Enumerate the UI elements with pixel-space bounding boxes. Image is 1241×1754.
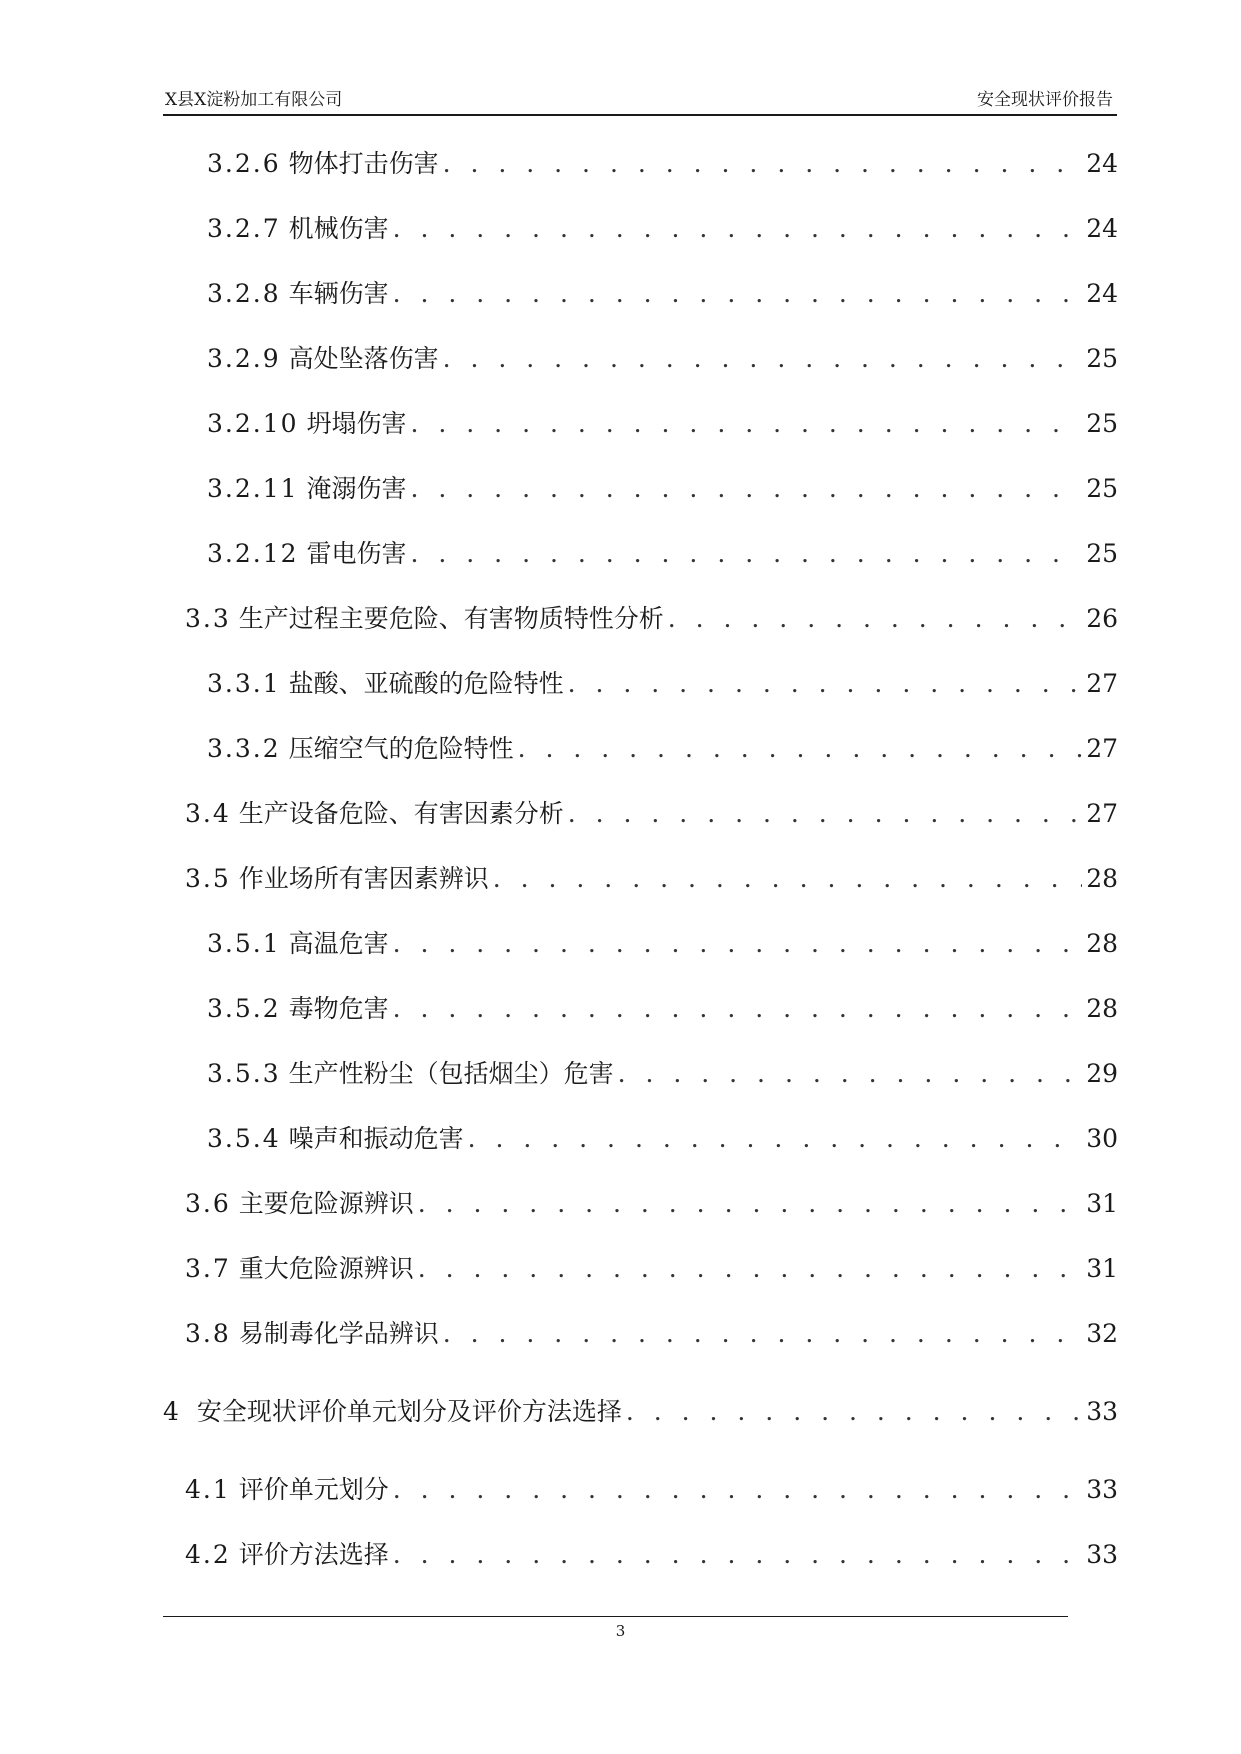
toc-leader-dots (443, 146, 1083, 182)
toc-entry-title: 坍塌伤害 (306, 409, 407, 438)
toc-entry-number: 3.8 (185, 1319, 231, 1348)
toc-entry[interactable] (185, 1186, 1118, 1222)
toc-entry-number: 3.2.8 (207, 279, 281, 308)
toc-entry-title: 评价方法选择 (238, 1540, 389, 1569)
toc-entry-number: 3.5 (185, 864, 231, 893)
toc-entry-title: 物体打击伤害 (288, 149, 439, 178)
toc-entry[interactable] (185, 601, 1118, 637)
toc-entry-title: 高处坠落伤害 (288, 344, 439, 373)
header-report-title: 安全现状评价报告 (977, 90, 1113, 110)
toc-entry-number: 3.2.12 (207, 539, 299, 568)
toc-entry[interactable] (185, 1472, 1118, 1508)
toc-entry-number: 3.2.9 (207, 344, 281, 373)
toc-entry-page: 24 (1086, 214, 1118, 243)
toc-entry[interactable] (207, 1121, 1118, 1157)
toc-leader-dots (443, 341, 1083, 377)
toc-entry-page: 27 (1086, 669, 1118, 698)
toc-entry-number: 3.2.6 (207, 149, 281, 178)
toc-entry-page: 32 (1086, 1319, 1118, 1348)
toc-entry-page: 25 (1086, 344, 1118, 373)
toc-entry-page: 31 (1086, 1189, 1118, 1218)
toc-entry-number: 4 (163, 1397, 181, 1426)
toc-leader-dots (411, 471, 1083, 507)
toc-entry-title: 生产性粉尘（包括烟尘）危害 (288, 1059, 614, 1088)
toc-entry-number: 3.3.1 (207, 669, 281, 698)
toc-entry-number: 3.3 (185, 604, 231, 633)
toc-entry[interactable] (207, 666, 1118, 702)
toc-entry-page: 25 (1086, 474, 1118, 503)
toc-entry[interactable] (207, 991, 1118, 1027)
toc-leader-dots (393, 1472, 1082, 1508)
toc-entry-number: 3.7 (185, 1254, 231, 1283)
toc-entry[interactable] (207, 926, 1118, 962)
toc-entry-title: 毒物危害 (288, 994, 389, 1023)
toc-entry-title: 高温危害 (288, 929, 389, 958)
toc-entry[interactable] (207, 731, 1118, 767)
toc-entry-number: 3.2.7 (207, 214, 281, 243)
toc-leader-dots (411, 406, 1083, 442)
toc-leader-dots (468, 1121, 1083, 1157)
toc-entry[interactable] (185, 796, 1118, 832)
toc-entry-page: 26 (1086, 604, 1118, 633)
footer-divider (163, 1616, 1068, 1617)
toc-entry-title: 机械伤害 (288, 214, 389, 243)
toc-entry-page: 28 (1086, 929, 1118, 958)
toc-entry-title: 噪声和振动危害 (288, 1124, 464, 1153)
toc-entry[interactable] (207, 341, 1118, 377)
toc-entry-page: 25 (1086, 539, 1118, 568)
toc-entry-page: 27 (1086, 734, 1118, 763)
toc-leader-dots (668, 601, 1082, 637)
toc-entry[interactable] (207, 406, 1118, 442)
toc-entry-page: 25 (1086, 409, 1118, 438)
toc-entry[interactable] (185, 1251, 1118, 1287)
toc-entry-title: 车辆伤害 (288, 279, 389, 308)
toc-entry[interactable] (207, 536, 1118, 572)
toc-entry[interactable] (185, 861, 1118, 897)
toc-leader-dots (393, 991, 1083, 1027)
toc-entry-number: 3.5.4 (207, 1124, 281, 1153)
toc-entry-page: 28 (1086, 994, 1118, 1023)
toc-leader-dots (493, 861, 1082, 897)
toc-entry-number: 3.6 (185, 1189, 231, 1218)
toc-entry-title: 主要危险源辨识 (238, 1189, 414, 1218)
toc-entry-number: 3.5.2 (207, 994, 281, 1023)
toc-entry-title: 雷电伤害 (306, 539, 407, 568)
toc-entry-page: 33 (1086, 1540, 1118, 1569)
toc-leader-dots (626, 1394, 1082, 1430)
toc-entry-title: 作业场所有害因素辨识 (238, 864, 489, 893)
toc-entry-page: 24 (1086, 149, 1118, 178)
toc-leader-dots (418, 1251, 1082, 1287)
toc-entry-number: 3.3.2 (207, 734, 281, 763)
toc-entry-number: 4.1 (185, 1475, 231, 1504)
toc-leader-dots (568, 796, 1082, 832)
toc-leader-dots (518, 731, 1083, 767)
toc-entry-title: 生产过程主要危险、有害物质特性分析 (238, 604, 664, 633)
toc-entry[interactable] (207, 211, 1118, 247)
toc-entry[interactable] (185, 1537, 1118, 1573)
toc-entry-page: 28 (1086, 864, 1118, 893)
toc-entry-page: 33 (1086, 1475, 1118, 1504)
toc-entry-title: 生产设备危险、有害因素分析 (238, 799, 564, 828)
toc-entry-page: 31 (1086, 1254, 1118, 1283)
toc-leader-dots (393, 276, 1083, 312)
toc-entry-title: 重大危险源辨识 (238, 1254, 414, 1283)
toc-leader-dots (393, 211, 1083, 247)
toc-leader-dots (393, 926, 1083, 962)
toc-entry-number: 3.4 (185, 799, 231, 828)
toc-leader-dots (568, 666, 1083, 702)
toc-leader-dots (618, 1056, 1083, 1092)
toc-entry-number: 3.5.3 (207, 1059, 281, 1088)
toc-entry[interactable] (185, 1316, 1118, 1352)
toc-entry[interactable] (163, 1394, 1118, 1430)
toc-entry-title: 易制毒化学品辨识 (238, 1319, 439, 1348)
toc-entry-title: 盐酸、亚硫酸的危险特性 (288, 669, 564, 698)
toc-entry-page: 29 (1086, 1059, 1118, 1088)
toc-entry-page: 33 (1086, 1397, 1118, 1426)
toc-entry-page: 30 (1086, 1124, 1118, 1153)
toc-entry[interactable] (207, 1056, 1118, 1092)
toc-entry-number: 4.2 (185, 1540, 231, 1569)
toc-leader-dots (411, 536, 1083, 572)
toc-entry[interactable] (207, 471, 1118, 507)
toc-entry-title: 评价单元划分 (238, 1475, 389, 1504)
page-number: 3 (615, 1622, 626, 1640)
toc-entry-number: 3.5.1 (207, 929, 281, 958)
toc-entry-number: 3.2.10 (207, 409, 299, 438)
toc-leader-dots (393, 1537, 1082, 1573)
toc-entry-title: 压缩空气的危险特性 (288, 734, 514, 763)
toc-entry[interactable] (207, 146, 1118, 182)
toc-leader-dots (443, 1316, 1082, 1352)
toc-entry-title: 安全现状评价单元划分及评价方法选择 (196, 1397, 622, 1426)
header-company-name: X县X淀粉加工有限公司 (165, 90, 343, 110)
toc-entry-number: 3.2.11 (207, 474, 299, 503)
toc-entry[interactable] (207, 276, 1118, 312)
toc-entry-title: 淹溺伤害 (306, 474, 407, 503)
toc-leader-dots (418, 1186, 1082, 1222)
toc-entry-page: 27 (1086, 799, 1118, 828)
toc-entry-page: 24 (1086, 279, 1118, 308)
